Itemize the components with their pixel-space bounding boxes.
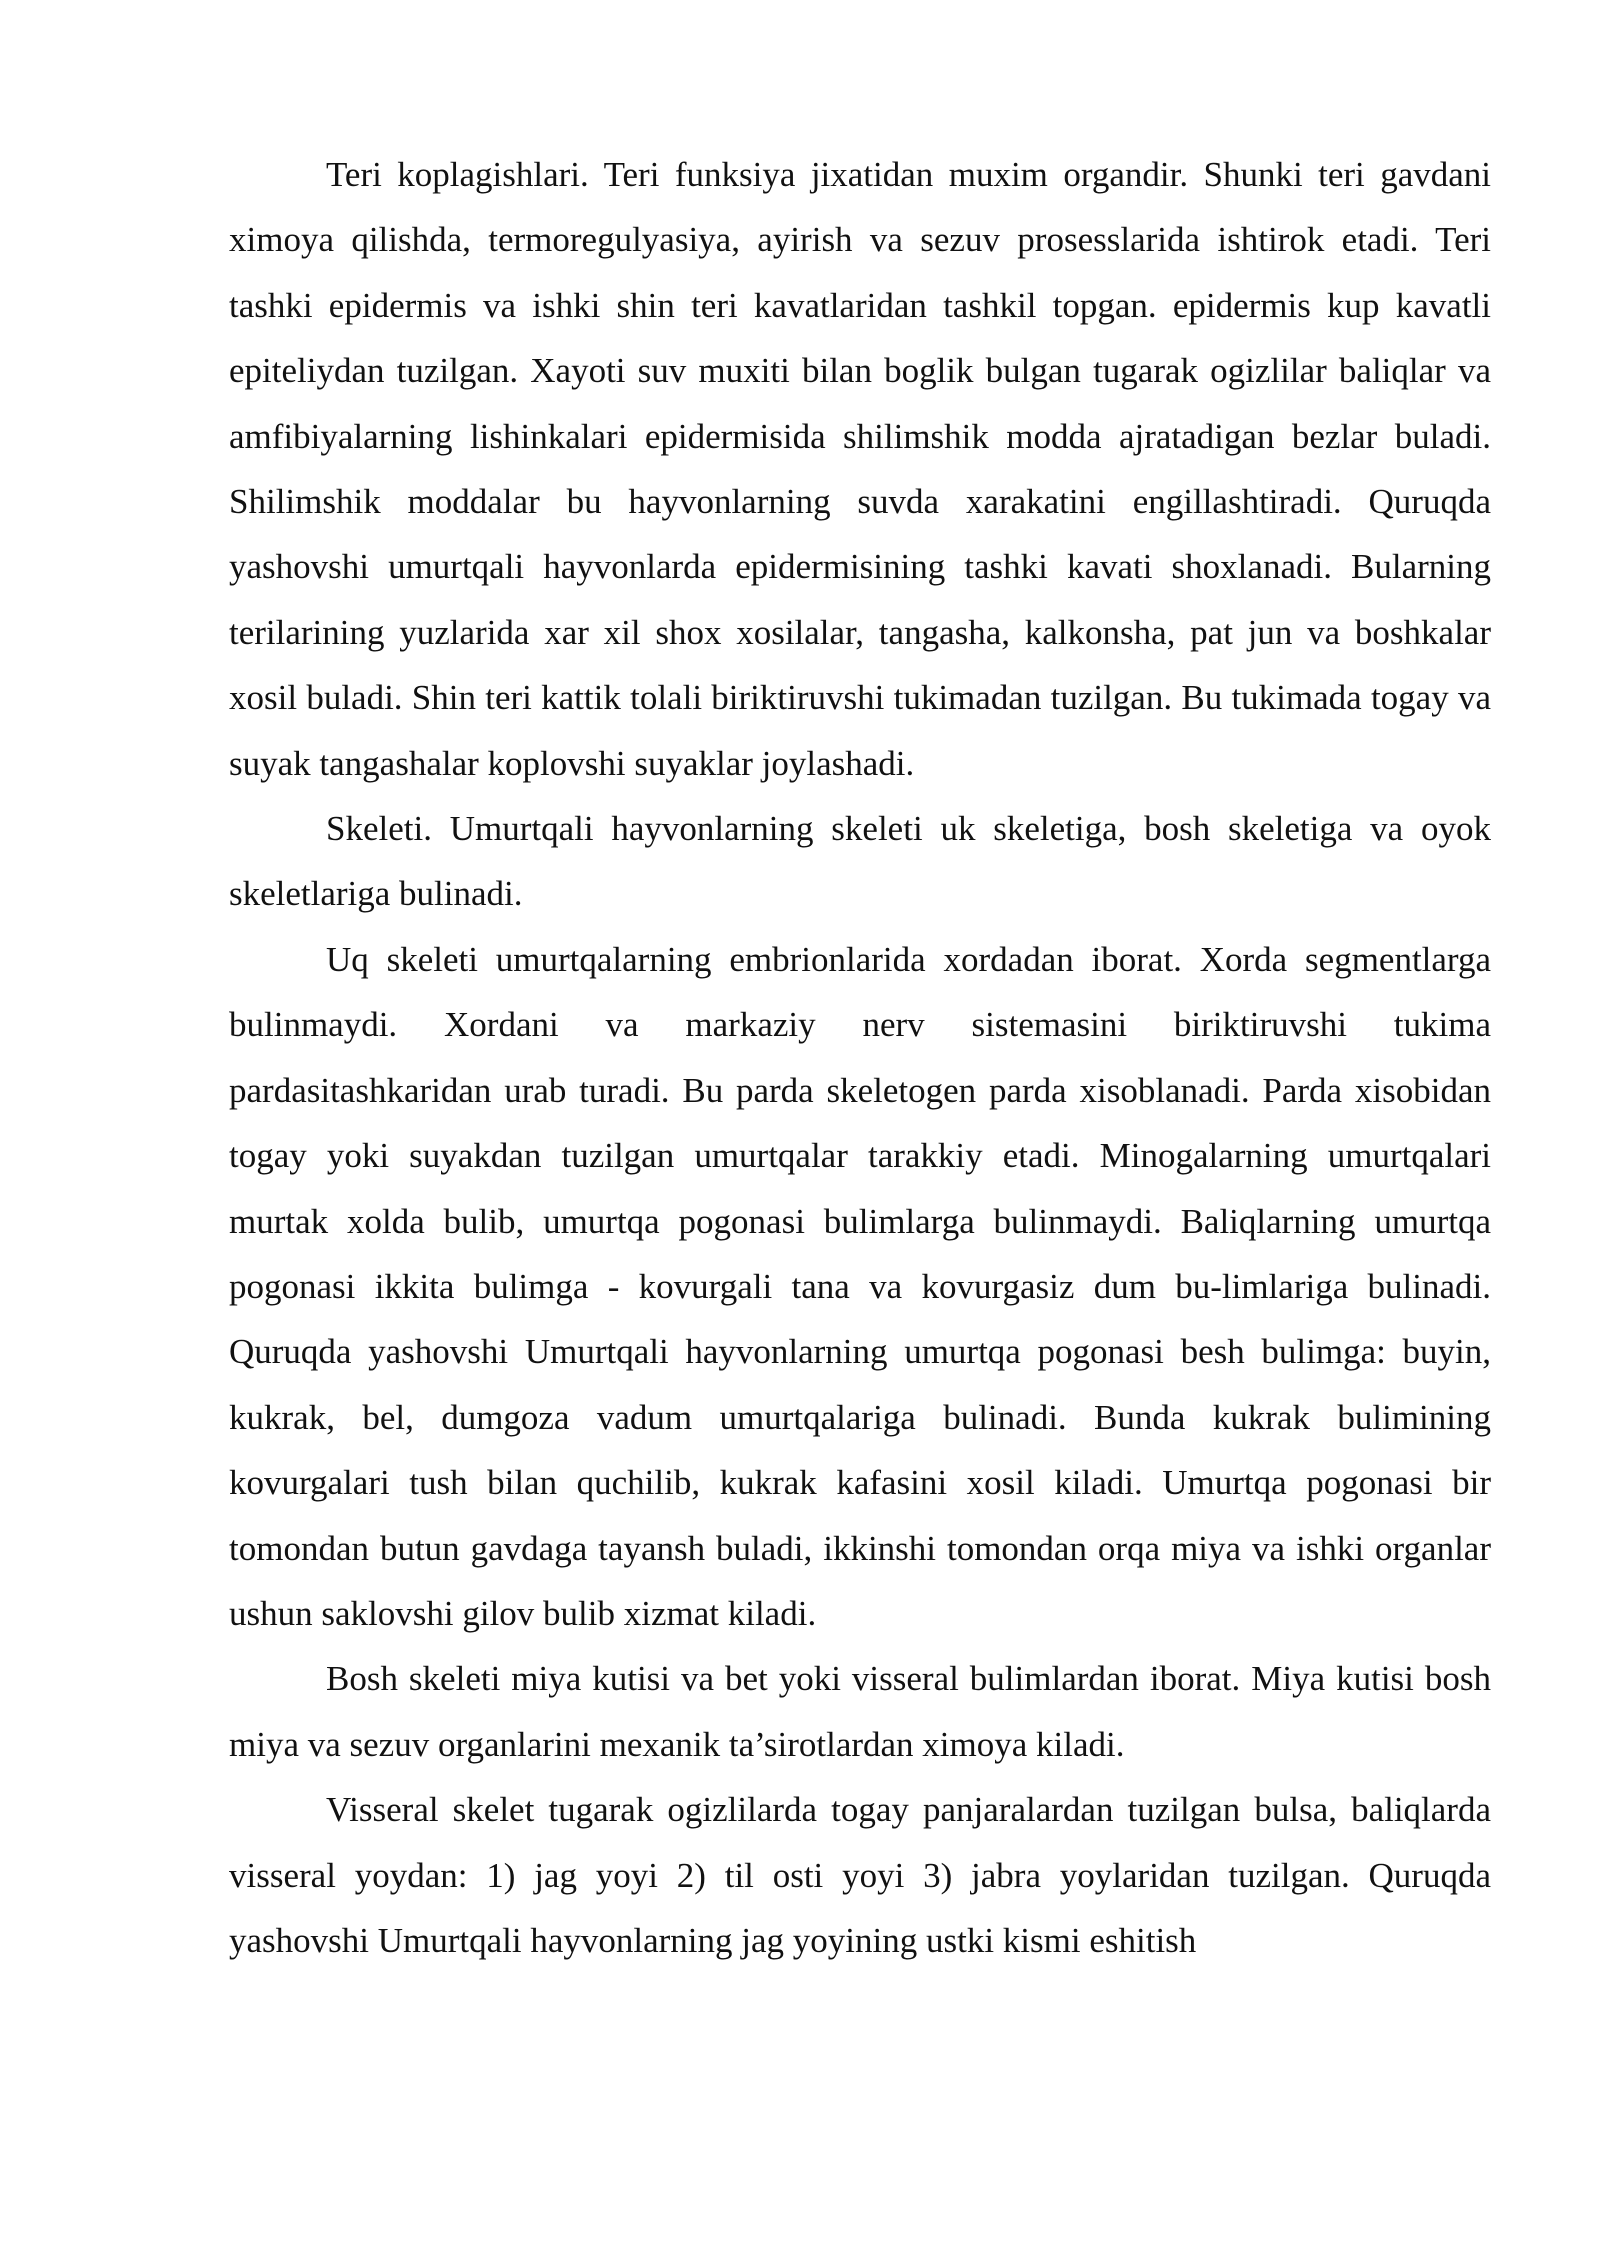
paragraph-skeleti: Skeleti. Umurtqali hayvonlarning skeleti uk skeletiga, bosh skeletiga va oyok skeletlariga bulinadi. [229,809,1491,914]
paragraph-visseral-skelet: Visseral skelet tugarak ogizlilarda togay panjaralardan tuzilgan bulsa, baliqlarda visseral yoydan: 1) jag yoyi 2) til osti yoyi 3) jabra yoylaridan tuzilgan. Quruqda yashovshi Umurtqali hayvonlarning jag yoyining ustki kismi eshitish [229,1790,1491,1960]
paragraph-teri: Teri koplagishlari. Teri funksiya jixatidan muxim organdir. Shunki teri gavdani ximoya qilishda, termoregulyasiya, ayirish va sezuv prosesslarida ishtirok etadi. Teri tashki epidermis va ishki shin teri kavatlaridan tashkil topgan. epidermis kup kavatli epiteliydan tuzilgan. Xayoti suv muxiti bilan boglik bulgan tugarak ogizlilar baliqlar va amfibiyalarning lishinkalari epidermisida shilimshik modda ajratadigan bezlar buladi. Shilimshik moddalar bu hayvonlarning suvda xarakatini engillashtiradi. Quruqda yashovshi umurtqali hayvonlarda epidermisining tashki kavati shoxlanadi. Bularning terilarining yuzlarida xar xil shox xosilalar, tangasha, kalkonsha, pat jun va boshkalar xosil buladi. Shin teri kattik tolali biriktiruvshi tukimadan tuzilgan. Bu tukimada togay va suyak tangashalar koplovshi suyaklar joylashadi. [229,155,1491,783]
paragraph-bosh-skeleti: Bosh skeleti miya kutisi va bet yoki visseral bulimlardan iborat. Miya kutisi bosh miya va sezuv organlarini mexanik ta’sirotlardan ximoya kiladi. [229,1659,1491,1764]
document-page [229,142,1491,1973]
paragraph-uq-skeleti: Uq skeleti umurtqalarning embrionlarida xordadan iborat. Xorda segmentlarga bulinmaydi. Xordani va markaziy nerv sistemasini biriktiruvshi tukima pardasitashkaridan urab turadi. Bu parda skeletogen parda xisoblanadi. Parda xisobidan togay yoki suyakdan tuzilgan umurtqalar tarakkiy etadi. Minogalarning umurtqalari murtak xolda bulib, umurtqa pogonasi bulimlarga bulinmaydi. Baliqlarning umurtqa pogonasi ikkita bulimga - kovurgali tana va kovurgasiz dum bu-limlariga bulinadi. Quruqda yashovshi Umurtqali hayvonlarning umurtqa pogonasi besh bulimga: buyin, kukrak, bel, dumgoza vadum umurtqalariga bulinadi. Bunda kukrak bulimining kovurgalari tush bilan quchilib, kukrak kafasini xosil kiladi. Umurtqa pogonasi bir tomondan butun gavdaga tayansh buladi, ikkinshi tomondan orqa miya va ishki organlar ushun saklovshi gilov bulib xizmat kiladi. [229,939,1491,1633]
